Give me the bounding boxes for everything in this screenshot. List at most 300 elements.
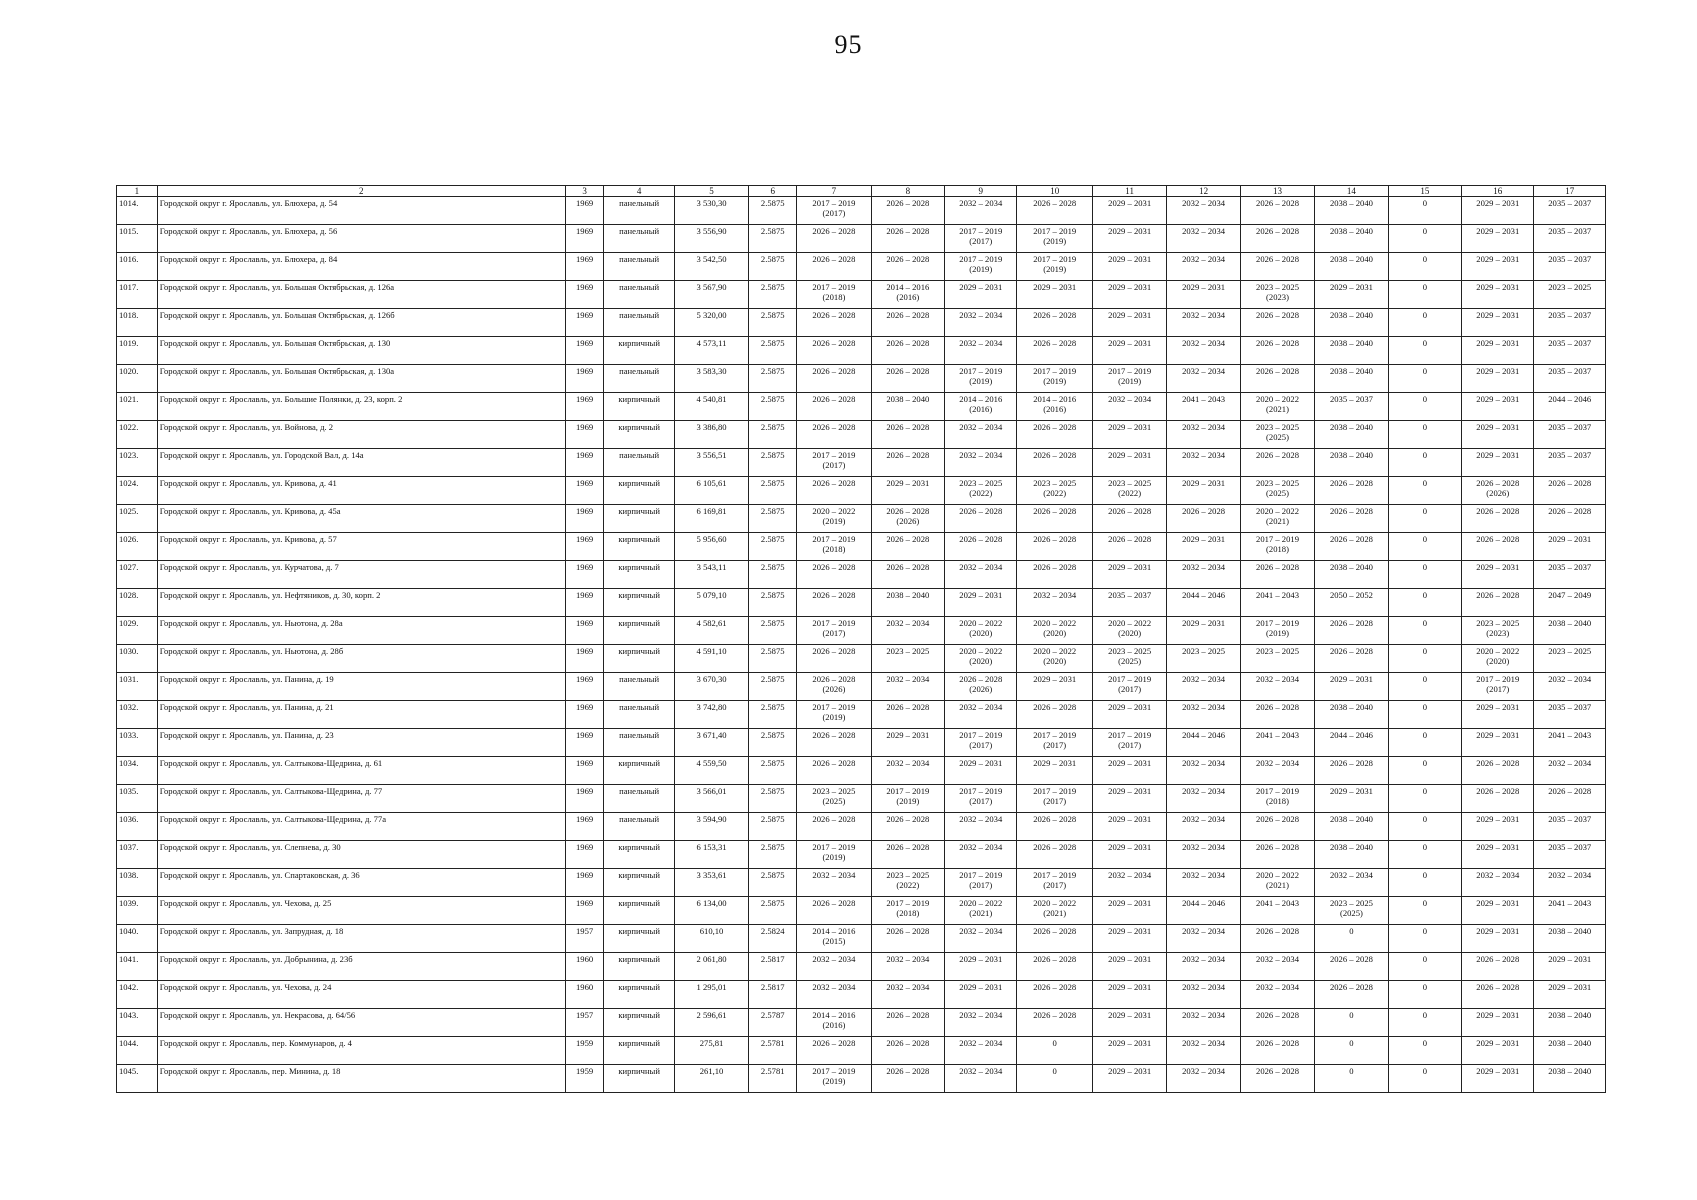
table-row — [117, 337, 1606, 365]
table-cell: 2026 – 2028 — [1017, 337, 1092, 365]
table-cell: 2032 – 2034 — [1167, 673, 1240, 701]
table-cell: 2026 – 2028 (2026) — [945, 673, 1017, 701]
table-cell: 2032 – 2034 — [1240, 673, 1314, 701]
table-row — [117, 1037, 1606, 1065]
table-cell: 2023 – 2025 — [1167, 645, 1240, 673]
table-cell: 6 105,61 — [674, 477, 748, 505]
table-row — [117, 1065, 1606, 1093]
table-cell: панельный — [604, 197, 674, 225]
table-cell: 1969 — [565, 197, 604, 225]
table-cell: Городской округ г. Ярославль, ул. Салтыкова-Щедрина, д. 77а — [157, 813, 565, 841]
table-cell: 2.5875 — [749, 589, 797, 617]
table-cell: Городской округ г. Ярославль, ул. Чехова, д. 24 — [157, 981, 565, 1009]
table-cell: 2029 – 2031 — [1462, 197, 1534, 225]
table-cell: 2020 – 2022 (2020) — [945, 645, 1017, 673]
table-cell: 2026 – 2028 — [871, 421, 944, 449]
table-cell: кирпичный — [604, 981, 674, 1009]
table-cell: 2026 – 2028 — [1017, 449, 1092, 477]
table-cell: 2029 – 2031 — [1092, 953, 1166, 981]
column-header: 6 — [749, 186, 797, 197]
table-cell: 1041. — [117, 953, 158, 981]
table-cell: 2026 – 2028 — [945, 505, 1017, 533]
table-cell: 2032 – 2034 — [871, 981, 944, 1009]
table-cell: 2026 – 2028 — [1240, 365, 1314, 393]
table-cell: 2038 – 2040 — [1534, 617, 1606, 645]
table-cell: 2026 – 2028 — [797, 813, 871, 841]
table-cell: 2038 – 2040 — [1315, 253, 1388, 281]
table-cell: 2032 – 2034 — [797, 981, 871, 1009]
table-cell: 2023 – 2025 (2025) — [1240, 477, 1314, 505]
table-cell: 0 — [1388, 673, 1461, 701]
table-cell: 2032 – 2034 — [797, 869, 871, 897]
table-cell: 2026 – 2028 — [871, 925, 944, 953]
table-cell: 1029. — [117, 617, 158, 645]
table-cell: 2029 – 2031 — [1092, 925, 1166, 953]
table-cell: Городской округ г. Ярославль, ул. Добрынина, д. 23б — [157, 953, 565, 981]
table-cell: 2029 – 2031 — [1462, 365, 1534, 393]
table-cell: 2032 – 2034 — [1167, 925, 1240, 953]
header-row — [117, 186, 1606, 197]
table-cell: 2026 – 2028 — [797, 1037, 871, 1065]
page-number: 95 — [834, 30, 863, 59]
table-cell: 2029 – 2031 — [1462, 729, 1534, 757]
table-cell: Городской округ г. Ярославль, ул. Большая Октябрьская, д. 126б — [157, 309, 565, 337]
table-cell: 1043. — [117, 1009, 158, 1037]
table-cell: 4 591,10 — [674, 645, 748, 673]
table-cell: 2026 – 2028 — [1534, 477, 1606, 505]
table-cell: 0 — [1388, 1065, 1461, 1093]
table-cell: 2029 – 2031 — [1462, 897, 1534, 925]
table-cell: 2026 – 2028 — [1017, 1009, 1092, 1037]
table-cell: панельный — [604, 785, 674, 813]
table-cell: 2032 – 2034 — [1167, 309, 1240, 337]
table-cell: 2029 – 2031 — [1315, 785, 1388, 813]
table-cell: 2026 – 2028 — [1462, 505, 1534, 533]
table-cell: 2017 – 2019 (2019) — [945, 365, 1017, 393]
table-cell: 2026 – 2028 — [1240, 253, 1314, 281]
table-cell: 2029 – 2031 — [1462, 925, 1534, 953]
table-cell: 2029 – 2031 — [1462, 1037, 1534, 1065]
table-cell: 2032 – 2034 — [1167, 841, 1240, 869]
table-cell: 2.5875 — [749, 393, 797, 421]
table-cell: 1969 — [565, 645, 604, 673]
table-cell: 2032 – 2034 — [1167, 1009, 1240, 1037]
table-cell: 0 — [1388, 953, 1461, 981]
table-cell: 6 169,81 — [674, 505, 748, 533]
table-cell: Городской округ г. Ярославль, ул. Кривова, д. 45а — [157, 505, 565, 533]
table-cell: 2032 – 2034 — [945, 813, 1017, 841]
table-cell: 2032 – 2034 — [1167, 953, 1240, 981]
table-cell: панельный — [604, 701, 674, 729]
table-cell: 2032 – 2034 — [797, 953, 871, 981]
table-cell: 1969 — [565, 449, 604, 477]
table-cell: 0 — [1017, 1065, 1092, 1093]
table-cell: 2038 – 2040 — [1315, 701, 1388, 729]
table-cell: 1020. — [117, 365, 158, 393]
table-cell: 2032 – 2034 — [1167, 981, 1240, 1009]
table-cell: 2029 – 2031 — [1092, 1037, 1166, 1065]
table-cell: 3 530,30 — [674, 197, 748, 225]
table-cell: 2029 – 2031 — [1092, 897, 1166, 925]
table-cell: 2032 – 2034 — [945, 925, 1017, 953]
table-cell: 2035 – 2037 — [1315, 393, 1388, 421]
table-cell: 0 — [1315, 925, 1388, 953]
table-cell: 2032 – 2034 — [1167, 225, 1240, 253]
table-cell: 1969 — [565, 701, 604, 729]
table-cell: 0 — [1388, 645, 1461, 673]
table-cell: 2041 – 2043 — [1240, 589, 1314, 617]
table-cell: 2029 – 2031 — [1167, 617, 1240, 645]
table-cell: 2038 – 2040 — [1315, 365, 1388, 393]
table-cell: 3 386,80 — [674, 421, 748, 449]
table-cell: 2029 – 2031 — [1092, 225, 1166, 253]
table-cell: 1015. — [117, 225, 158, 253]
table-cell: 2050 – 2052 — [1315, 589, 1388, 617]
table-cell: 2032 – 2034 — [1240, 953, 1314, 981]
table-cell: 1 295,01 — [674, 981, 748, 1009]
table-cell: 2029 – 2031 — [1092, 449, 1166, 477]
table-cell: 2026 – 2028 — [871, 701, 944, 729]
table-cell: 2023 – 2025 (2025) — [797, 785, 871, 813]
column-header: 7 — [797, 186, 871, 197]
table-cell: 2038 – 2040 — [1315, 561, 1388, 589]
table-cell: 2020 – 2022 (2021) — [1240, 393, 1314, 421]
table-cell: 1025. — [117, 505, 158, 533]
table-row — [117, 757, 1606, 785]
column-header: 12 — [1167, 186, 1240, 197]
table-cell: 3 671,40 — [674, 729, 748, 757]
table-cell: 2026 – 2028 — [1240, 225, 1314, 253]
table-row — [117, 729, 1606, 757]
table-cell: Городской округ г. Ярославль, ул. Спартаковская, д. 36 — [157, 869, 565, 897]
table-cell: 2026 – 2028 — [797, 337, 871, 365]
table-cell: 2029 – 2031 — [1017, 673, 1092, 701]
table-cell: 2041 – 2043 — [1534, 897, 1606, 925]
table-cell: 2.5875 — [749, 365, 797, 393]
table-cell: 2017 – 2019 (2019) — [945, 253, 1017, 281]
table-cell: кирпичный — [604, 953, 674, 981]
table-cell: 2029 – 2031 — [1092, 253, 1166, 281]
table-cell: 2023 – 2025 (2023) — [1462, 617, 1534, 645]
table-cell: Городской округ г. Ярославль, ул. Ньютона, д. 28б — [157, 645, 565, 673]
table-cell: 0 — [1388, 253, 1461, 281]
table-cell: Городской округ г. Ярославль, ул. Блюхера, д. 54 — [157, 197, 565, 225]
table-cell: 2.5875 — [749, 841, 797, 869]
table-cell: 2026 – 2028 — [1017, 953, 1092, 981]
table-cell: 2020 – 2022 (2020) — [1017, 617, 1092, 645]
table-cell: 2026 – 2028 — [871, 1009, 944, 1037]
table-cell: 2029 – 2031 — [945, 757, 1017, 785]
table-cell: 2026 – 2028 — [1017, 533, 1092, 561]
table-cell: 1969 — [565, 281, 604, 309]
column-header: 17 — [1534, 186, 1606, 197]
table-cell: 2017 – 2019 (2019) — [797, 701, 871, 729]
table-cell: 1018. — [117, 309, 158, 337]
table-cell: 1028. — [117, 589, 158, 617]
table-row — [117, 869, 1606, 897]
table-cell: 2032 – 2034 — [1462, 869, 1534, 897]
table-cell: 2026 – 2028 — [1240, 925, 1314, 953]
table-row — [117, 533, 1606, 561]
table-cell: 2029 – 2031 — [871, 729, 944, 757]
table-cell: 2026 – 2028 — [797, 589, 871, 617]
table-cell: кирпичный — [604, 561, 674, 589]
table-cell: 2032 – 2034 — [1534, 869, 1606, 897]
table-cell: 2032 – 2034 — [1167, 701, 1240, 729]
table-cell: 0 — [1315, 1009, 1388, 1037]
table-cell: 2026 – 2028 — [1240, 561, 1314, 589]
table-cell: 2023 – 2025 (2022) — [871, 869, 944, 897]
table-cell: 2026 – 2028 (2026) — [871, 505, 944, 533]
table-cell: 2014 – 2016 (2016) — [945, 393, 1017, 421]
table-cell: кирпичный — [604, 1065, 674, 1093]
table-cell: 2026 – 2028 — [871, 813, 944, 841]
table-cell: 2026 – 2028 — [871, 561, 944, 589]
table-cell: 2.5875 — [749, 281, 797, 309]
table-cell: 2017 – 2019 (2017) — [797, 449, 871, 477]
table-cell: 3 742,80 — [674, 701, 748, 729]
table-cell: 2032 – 2034 — [945, 449, 1017, 477]
table-cell: 1969 — [565, 505, 604, 533]
table-cell: 1969 — [565, 673, 604, 701]
table-cell: Городской округ г. Ярославль, ул. Некрасова, д. 64/56 — [157, 1009, 565, 1037]
table-cell: 2026 – 2028 — [1462, 785, 1534, 813]
table-cell: 1969 — [565, 561, 604, 589]
table-cell: 2029 – 2031 — [1017, 281, 1092, 309]
table-cell: 2032 – 2034 — [1167, 785, 1240, 813]
table-cell: 1038. — [117, 869, 158, 897]
table-cell: 1026. — [117, 533, 158, 561]
table-cell: панельный — [604, 253, 674, 281]
table-cell: 2023 – 2025 — [871, 645, 944, 673]
table-cell: Городской округ г. Ярославль, ул. Большая Октябрьская, д. 130а — [157, 365, 565, 393]
table-cell: 2032 – 2034 — [1167, 813, 1240, 841]
table-cell: 2032 – 2034 — [1017, 589, 1092, 617]
table-cell: 2029 – 2031 — [1092, 197, 1166, 225]
table-row — [117, 505, 1606, 533]
table-row — [117, 645, 1606, 673]
table-cell: Городской округ г. Ярославль, ул. Большая Октябрьская, д. 130 — [157, 337, 565, 365]
table-cell: Городской округ г. Ярославль, ул. Ньютона, д. 28а — [157, 617, 565, 645]
table-cell: 2026 – 2028 — [1315, 617, 1388, 645]
table-cell: 2014 – 2016 (2016) — [871, 281, 944, 309]
table-cell: 2.5781 — [749, 1037, 797, 1065]
table-cell: 2032 – 2034 — [945, 337, 1017, 365]
table-cell: 2032 – 2034 — [871, 617, 944, 645]
column-header: 1 — [117, 186, 158, 197]
table-cell: 2032 – 2034 — [871, 757, 944, 785]
table-cell: 2026 – 2028 — [1240, 309, 1314, 337]
table-cell: 6 134,00 — [674, 897, 748, 925]
table-cell: 2029 – 2031 — [1092, 337, 1166, 365]
table-cell: 1969 — [565, 477, 604, 505]
table-cell: 2026 – 2028 — [1315, 645, 1388, 673]
table-cell: 2026 – 2028 — [1315, 477, 1388, 505]
table-cell: 2035 – 2037 — [1534, 449, 1606, 477]
table-cell: 2044 – 2046 — [1534, 393, 1606, 421]
table-cell: 2023 – 2025 (2025) — [1092, 645, 1166, 673]
table-cell: 2026 – 2028 — [797, 897, 871, 925]
table-row — [117, 365, 1606, 393]
table-cell: 2026 – 2028 — [1462, 533, 1534, 561]
table-cell: 2041 – 2043 — [1240, 897, 1314, 925]
table-cell: 2029 – 2031 — [1462, 561, 1534, 589]
table-cell: 2035 – 2037 — [1534, 421, 1606, 449]
table-cell: 1969 — [565, 841, 604, 869]
table-cell: 2032 – 2034 — [945, 701, 1017, 729]
table-cell: 2.5875 — [749, 785, 797, 813]
table-cell: 2038 – 2040 — [871, 589, 944, 617]
table-cell: 2023 – 2025 — [1534, 645, 1606, 673]
table-row — [117, 953, 1606, 981]
table-cell: 2029 – 2031 — [1462, 701, 1534, 729]
table-cell: 2017 – 2019 (2017) — [945, 225, 1017, 253]
table-cell: 2035 – 2037 — [1534, 253, 1606, 281]
table-cell: 4 573,11 — [674, 337, 748, 365]
table-cell: 2035 – 2037 — [1534, 841, 1606, 869]
table-cell: 2035 – 2037 — [1534, 309, 1606, 337]
table-cell: 2.5875 — [749, 617, 797, 645]
table-cell: 1969 — [565, 393, 604, 421]
table-cell: 2026 – 2028 — [1017, 981, 1092, 1009]
table-cell: 2017 – 2019 (2017) — [1017, 729, 1092, 757]
table-cell: 5 956,60 — [674, 533, 748, 561]
table-cell: 1034. — [117, 757, 158, 785]
table-cell: 2026 – 2028 — [797, 393, 871, 421]
table-cell: 2029 – 2031 — [1092, 981, 1166, 1009]
table-cell: 2.5875 — [749, 225, 797, 253]
table-cell: 2023 – 2025 (2022) — [1017, 477, 1092, 505]
table-row — [117, 225, 1606, 253]
table-cell: 2029 – 2031 — [1167, 281, 1240, 309]
table-cell: 2029 – 2031 — [1017, 757, 1092, 785]
table-cell: 2.5875 — [749, 253, 797, 281]
table-cell: 5 320,00 — [674, 309, 748, 337]
table-cell: 2.5875 — [749, 757, 797, 785]
table-cell: 2020 – 2022 (2020) — [1462, 645, 1534, 673]
table-cell: 3 567,90 — [674, 281, 748, 309]
table-cell: 2029 – 2031 — [1462, 225, 1534, 253]
table-row — [117, 309, 1606, 337]
table-cell: 2032 – 2034 — [945, 841, 1017, 869]
table-cell: 2026 – 2028 — [797, 253, 871, 281]
table-cell: кирпичный — [604, 505, 674, 533]
table-cell: панельный — [604, 309, 674, 337]
table-cell: 2035 – 2037 — [1534, 197, 1606, 225]
table-cell: 2032 – 2034 — [1534, 757, 1606, 785]
table-cell: 2041 – 2043 — [1240, 729, 1314, 757]
table-cell: 2026 – 2028 — [1240, 337, 1314, 365]
table-cell: 1969 — [565, 617, 604, 645]
table-cell: 4 582,61 — [674, 617, 748, 645]
column-header: 8 — [871, 186, 944, 197]
table-cell: 2032 – 2034 — [1167, 1065, 1240, 1093]
table-cell: 275,81 — [674, 1037, 748, 1065]
table-cell: 2029 – 2031 — [1534, 953, 1606, 981]
table-cell: 2032 – 2034 — [1167, 1037, 1240, 1065]
table-cell: 2026 – 2028 — [871, 1065, 944, 1093]
table-cell: кирпичный — [604, 897, 674, 925]
table-cell: 2.5875 — [749, 729, 797, 757]
table-cell: 2026 – 2028 — [797, 561, 871, 589]
table-cell: 2029 – 2031 — [1462, 337, 1534, 365]
table-cell: Городской округ г. Ярославль, ул. Курчатова, д. 7 — [157, 561, 565, 589]
data-table — [116, 185, 1606, 1093]
table-cell: 1959 — [565, 1037, 604, 1065]
table-cell: 2032 – 2034 — [1167, 197, 1240, 225]
table-cell: 2026 – 2028 — [1462, 981, 1534, 1009]
column-header: 5 — [674, 186, 748, 197]
table-cell: кирпичный — [604, 533, 674, 561]
table-cell: Городской округ г. Ярославль, ул. Панина, д. 21 — [157, 701, 565, 729]
table-cell: 1031. — [117, 673, 158, 701]
table-cell: 2032 – 2034 — [1240, 981, 1314, 1009]
table-cell: 1023. — [117, 449, 158, 477]
table-cell: 2029 – 2031 — [1092, 841, 1166, 869]
table-cell: 2026 – 2028 — [797, 757, 871, 785]
column-header: 2 — [157, 186, 565, 197]
table-cell: панельный — [604, 673, 674, 701]
table-cell: 2038 – 2040 — [1315, 197, 1388, 225]
table-cell: 2017 – 2019 (2018) — [871, 897, 944, 925]
table-cell: Городской округ г. Ярославль, ул. Кривова, д. 41 — [157, 477, 565, 505]
table-cell: 2020 – 2022 (2021) — [1240, 505, 1314, 533]
table-cell: 2026 – 2028 — [1017, 421, 1092, 449]
table-cell: 2032 – 2034 — [1167, 561, 1240, 589]
table-cell: 2026 – 2028 — [871, 309, 944, 337]
table-cell: 2029 – 2031 — [1462, 841, 1534, 869]
table-cell: 1036. — [117, 813, 158, 841]
table-cell: 2029 – 2031 — [1092, 421, 1166, 449]
table-cell: 0 — [1388, 477, 1461, 505]
table-cell: 1957 — [565, 925, 604, 953]
table-row — [117, 421, 1606, 449]
table-cell: кирпичный — [604, 421, 674, 449]
table-cell: Городской округ г. Ярославль, ул. Блюхера, д. 56 — [157, 225, 565, 253]
table-cell: Городской округ г. Ярославль, ул. Салтыкова-Щедрина, д. 61 — [157, 757, 565, 785]
table-cell: 2.5875 — [749, 337, 797, 365]
table-cell: 2032 – 2034 — [945, 421, 1017, 449]
table-cell: 2038 – 2040 — [1315, 841, 1388, 869]
table-cell: 2026 – 2028 — [797, 477, 871, 505]
table-cell: Городской округ г. Ярославль, ул. Чехова, д. 25 — [157, 897, 565, 925]
table-cell: 1969 — [565, 225, 604, 253]
table-cell: 1969 — [565, 897, 604, 925]
table-cell: 0 — [1388, 701, 1461, 729]
table-cell: 1014. — [117, 197, 158, 225]
table-cell: 0 — [1388, 757, 1461, 785]
table-cell: 2017 – 2019 (2017) — [1092, 673, 1166, 701]
table-cell: 2032 – 2034 — [945, 1037, 1017, 1065]
table-cell: 2032 – 2034 — [871, 953, 944, 981]
table-cell: 2026 – 2028 — [1315, 533, 1388, 561]
table-row — [117, 813, 1606, 841]
table-cell: 2026 – 2028 — [797, 421, 871, 449]
table-cell: 4 540,81 — [674, 393, 748, 421]
table-cell: 2029 – 2031 — [871, 477, 944, 505]
table-cell: 0 — [1388, 505, 1461, 533]
table-cell: 0 — [1388, 1009, 1461, 1037]
table-cell: кирпичный — [604, 925, 674, 953]
table-cell: 0 — [1388, 449, 1461, 477]
table-cell: 1969 — [565, 309, 604, 337]
table-cell: 2026 – 2028 — [1017, 505, 1092, 533]
table-cell: 2029 – 2031 — [1092, 309, 1166, 337]
table-cell: 1022. — [117, 421, 158, 449]
table-row — [117, 197, 1606, 225]
table-cell: 2038 – 2040 — [1315, 421, 1388, 449]
table-cell: 2032 – 2034 — [1167, 365, 1240, 393]
